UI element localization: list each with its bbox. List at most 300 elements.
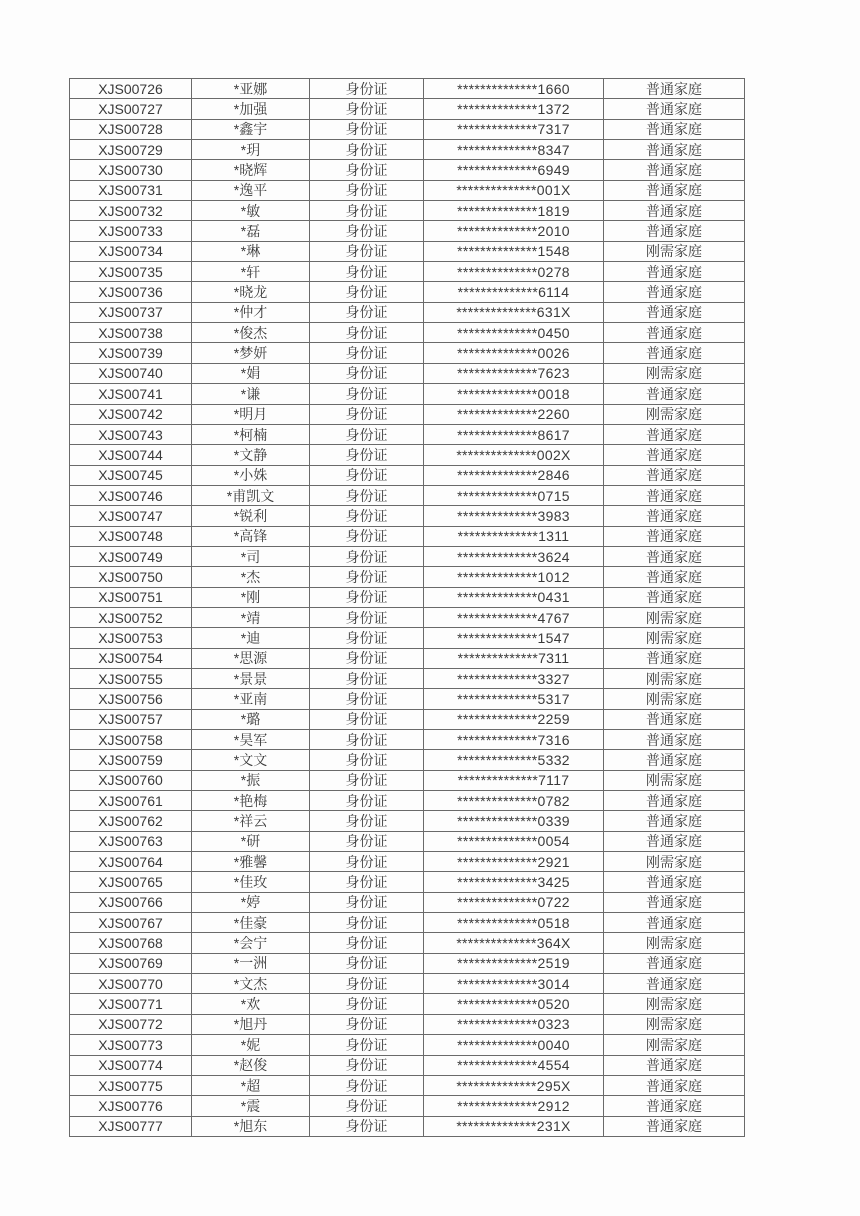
id-number-cell: **************0278 xyxy=(424,262,604,282)
serial-number-cell: XJS00745 xyxy=(70,465,192,485)
family-type-cell: 普通家庭 xyxy=(604,485,745,505)
family-type-cell: 普通家庭 xyxy=(604,282,745,302)
serial-number-cell: XJS00748 xyxy=(70,526,192,546)
table-row xyxy=(70,730,745,750)
name-cell: *仲才 xyxy=(192,302,310,322)
id-number-cell: **************0040 xyxy=(424,1035,604,1055)
id-number-cell: **************0520 xyxy=(424,994,604,1014)
name-cell: *雅馨 xyxy=(192,852,310,872)
serial-number-cell: XJS00740 xyxy=(70,363,192,383)
family-type-cell: 普通家庭 xyxy=(604,587,745,607)
name-cell: *敏 xyxy=(192,201,310,221)
serial-number-cell: XJS00741 xyxy=(70,384,192,404)
serial-number-cell: XJS00728 xyxy=(70,119,192,139)
id-number-cell: **************002X xyxy=(424,445,604,465)
id-type-cell: 身份证 xyxy=(310,282,424,302)
id-type-cell: 身份证 xyxy=(310,892,424,912)
id-number-cell: **************364X xyxy=(424,933,604,953)
table-row xyxy=(70,241,745,261)
id-number-cell: **************0026 xyxy=(424,343,604,363)
id-number-cell: **************231X xyxy=(424,1116,604,1136)
table-row xyxy=(70,79,745,99)
serial-number-cell: XJS00743 xyxy=(70,424,192,444)
id-number-cell: **************8347 xyxy=(424,140,604,160)
family-type-cell: 刚需家庭 xyxy=(604,404,745,424)
table-row xyxy=(70,221,745,241)
table-row xyxy=(70,363,745,383)
name-cell: *会宁 xyxy=(192,933,310,953)
name-cell: *一洲 xyxy=(192,953,310,973)
family-type-cell: 普通家庭 xyxy=(604,811,745,831)
id-type-cell: 身份证 xyxy=(310,648,424,668)
family-type-cell: 普通家庭 xyxy=(604,648,745,668)
table-row xyxy=(70,160,745,180)
table-row xyxy=(70,1116,745,1136)
family-type-cell: 普通家庭 xyxy=(604,526,745,546)
table-row xyxy=(70,404,745,424)
id-number-cell: **************3425 xyxy=(424,872,604,892)
serial-number-cell: XJS00766 xyxy=(70,892,192,912)
family-type-cell: 刚需家庭 xyxy=(604,607,745,627)
name-cell: *佳豪 xyxy=(192,913,310,933)
id-type-cell: 身份证 xyxy=(310,201,424,221)
id-number-cell: **************0431 xyxy=(424,587,604,607)
id-number-cell: **************2519 xyxy=(424,953,604,973)
id-number-cell: **************2912 xyxy=(424,1096,604,1116)
serial-number-cell: XJS00761 xyxy=(70,791,192,811)
family-type-cell: 普通家庭 xyxy=(604,1116,745,1136)
serial-number-cell: XJS00750 xyxy=(70,567,192,587)
name-cell: *璐 xyxy=(192,709,310,729)
name-cell: *晓辉 xyxy=(192,160,310,180)
serial-number-cell: XJS00744 xyxy=(70,445,192,465)
name-cell: *昊军 xyxy=(192,730,310,750)
family-type-cell: 普通家庭 xyxy=(604,791,745,811)
serial-number-cell: XJS00762 xyxy=(70,811,192,831)
table-row xyxy=(70,465,745,485)
id-number-cell: **************0782 xyxy=(424,791,604,811)
applicant-table xyxy=(69,78,745,1137)
serial-number-cell: XJS00777 xyxy=(70,1116,192,1136)
id-type-cell: 身份证 xyxy=(310,750,424,770)
name-cell: *景景 xyxy=(192,668,310,688)
serial-number-cell: XJS00751 xyxy=(70,587,192,607)
id-number-cell: **************7317 xyxy=(424,119,604,139)
serial-number-cell: XJS00733 xyxy=(70,221,192,241)
name-cell: *振 xyxy=(192,770,310,790)
table-row xyxy=(70,791,745,811)
table-row xyxy=(70,689,745,709)
table-row xyxy=(70,262,745,282)
name-cell: *磊 xyxy=(192,221,310,241)
family-type-cell: 刚需家庭 xyxy=(604,1014,745,1034)
id-type-cell: 身份证 xyxy=(310,384,424,404)
table-row xyxy=(70,770,745,790)
serial-number-cell: XJS00768 xyxy=(70,933,192,953)
name-cell: *研 xyxy=(192,831,310,851)
family-type-cell: 普通家庭 xyxy=(604,567,745,587)
id-number-cell: **************5317 xyxy=(424,689,604,709)
name-cell: *娟 xyxy=(192,363,310,383)
family-type-cell: 普通家庭 xyxy=(604,831,745,851)
family-type-cell: 普通家庭 xyxy=(604,79,745,99)
family-type-cell: 普通家庭 xyxy=(604,750,745,770)
id-number-cell: **************2010 xyxy=(424,221,604,241)
id-type-cell: 身份证 xyxy=(310,1014,424,1034)
id-type-cell: 身份证 xyxy=(310,1116,424,1136)
serial-number-cell: XJS00763 xyxy=(70,831,192,851)
id-type-cell: 身份证 xyxy=(310,445,424,465)
id-number-cell: **************295X xyxy=(424,1075,604,1095)
id-type-cell: 身份证 xyxy=(310,831,424,851)
name-cell: *梦妍 xyxy=(192,343,310,363)
id-type-cell: 身份证 xyxy=(310,465,424,485)
serial-number-cell: XJS00731 xyxy=(70,180,192,200)
serial-number-cell: XJS00732 xyxy=(70,201,192,221)
id-type-cell: 身份证 xyxy=(310,994,424,1014)
table-row xyxy=(70,872,745,892)
id-number-cell: **************0722 xyxy=(424,892,604,912)
table-row xyxy=(70,180,745,200)
id-type-cell: 身份证 xyxy=(310,424,424,444)
table-row xyxy=(70,323,745,343)
family-type-cell: 刚需家庭 xyxy=(604,363,745,383)
name-cell: *欢 xyxy=(192,994,310,1014)
id-type-cell: 身份证 xyxy=(310,302,424,322)
id-type-cell: 身份证 xyxy=(310,587,424,607)
table-row xyxy=(70,201,745,221)
id-number-cell: **************631X xyxy=(424,302,604,322)
table-row xyxy=(70,628,745,648)
serial-number-cell: XJS00729 xyxy=(70,140,192,160)
table-row xyxy=(70,933,745,953)
family-type-cell: 普通家庭 xyxy=(604,465,745,485)
serial-number-cell: XJS00760 xyxy=(70,770,192,790)
serial-number-cell: XJS00727 xyxy=(70,99,192,119)
family-type-cell: 普通家庭 xyxy=(604,424,745,444)
id-number-cell: **************0450 xyxy=(424,323,604,343)
name-cell: *逸平 xyxy=(192,180,310,200)
serial-number-cell: XJS00776 xyxy=(70,1096,192,1116)
name-cell: *柯楠 xyxy=(192,424,310,444)
family-type-cell: 刚需家庭 xyxy=(604,689,745,709)
id-type-cell: 身份证 xyxy=(310,485,424,505)
family-type-cell: 普通家庭 xyxy=(604,99,745,119)
family-type-cell: 普通家庭 xyxy=(604,119,745,139)
id-type-cell: 身份证 xyxy=(310,933,424,953)
serial-number-cell: XJS00758 xyxy=(70,730,192,750)
id-type-cell: 身份证 xyxy=(310,953,424,973)
id-type-cell: 身份证 xyxy=(310,119,424,139)
id-number-cell: **************4767 xyxy=(424,607,604,627)
table-row xyxy=(70,953,745,973)
family-type-cell: 普通家庭 xyxy=(604,1075,745,1095)
serial-number-cell: XJS00773 xyxy=(70,1035,192,1055)
table-row xyxy=(70,424,745,444)
family-type-cell: 普通家庭 xyxy=(604,180,745,200)
name-cell: *杰 xyxy=(192,567,310,587)
serial-number-cell: XJS00735 xyxy=(70,262,192,282)
id-number-cell: **************2260 xyxy=(424,404,604,424)
id-type-cell: 身份证 xyxy=(310,99,424,119)
id-type-cell: 身份证 xyxy=(310,872,424,892)
name-cell: *亚南 xyxy=(192,689,310,709)
family-type-cell: 普通家庭 xyxy=(604,201,745,221)
family-type-cell: 刚需家庭 xyxy=(604,241,745,261)
id-number-cell: **************7623 xyxy=(424,363,604,383)
id-number-cell: **************7316 xyxy=(424,730,604,750)
table-row xyxy=(70,994,745,1014)
id-number-cell: **************1012 xyxy=(424,567,604,587)
table-row xyxy=(70,852,745,872)
table-row xyxy=(70,343,745,363)
id-number-cell: **************1311 xyxy=(424,526,604,546)
family-type-cell: 普通家庭 xyxy=(604,1055,745,1075)
id-number-cell: **************8617 xyxy=(424,424,604,444)
id-type-cell: 身份证 xyxy=(310,1055,424,1075)
serial-number-cell: XJS00765 xyxy=(70,872,192,892)
id-number-cell: **************001X xyxy=(424,180,604,200)
serial-number-cell: XJS00772 xyxy=(70,1014,192,1034)
name-cell: *俊杰 xyxy=(192,323,310,343)
family-type-cell: 普通家庭 xyxy=(604,892,745,912)
id-type-cell: 身份证 xyxy=(310,770,424,790)
family-type-cell: 普通家庭 xyxy=(604,323,745,343)
serial-number-cell: XJS00726 xyxy=(70,79,192,99)
name-cell: *甫凯文 xyxy=(192,485,310,505)
id-number-cell: **************0518 xyxy=(424,913,604,933)
id-number-cell: **************2259 xyxy=(424,709,604,729)
name-cell: *明月 xyxy=(192,404,310,424)
id-number-cell: **************4554 xyxy=(424,1055,604,1075)
serial-number-cell: XJS00764 xyxy=(70,852,192,872)
family-type-cell: 刚需家庭 xyxy=(604,994,745,1014)
name-cell: *鑫宇 xyxy=(192,119,310,139)
family-type-cell: 普通家庭 xyxy=(604,160,745,180)
id-type-cell: 身份证 xyxy=(310,323,424,343)
id-type-cell: 身份证 xyxy=(310,730,424,750)
table-row xyxy=(70,1035,745,1055)
serial-number-cell: XJS00755 xyxy=(70,668,192,688)
serial-number-cell: XJS00754 xyxy=(70,648,192,668)
name-cell: *司 xyxy=(192,546,310,566)
id-type-cell: 身份证 xyxy=(310,1075,424,1095)
table-row xyxy=(70,1014,745,1034)
id-number-cell: **************3983 xyxy=(424,506,604,526)
serial-number-cell: XJS00752 xyxy=(70,607,192,627)
name-cell: *赵俊 xyxy=(192,1055,310,1075)
table-row xyxy=(70,546,745,566)
id-number-cell: **************0323 xyxy=(424,1014,604,1034)
id-number-cell: **************0339 xyxy=(424,811,604,831)
id-number-cell: **************0018 xyxy=(424,384,604,404)
name-cell: *旭东 xyxy=(192,1116,310,1136)
id-number-cell: **************0054 xyxy=(424,831,604,851)
id-number-cell: **************1819 xyxy=(424,201,604,221)
table-row xyxy=(70,709,745,729)
name-cell: *艳梅 xyxy=(192,791,310,811)
name-cell: *刚 xyxy=(192,587,310,607)
id-type-cell: 身份证 xyxy=(310,241,424,261)
serial-number-cell: XJS00749 xyxy=(70,546,192,566)
name-cell: *妮 xyxy=(192,1035,310,1055)
family-type-cell: 普通家庭 xyxy=(604,709,745,729)
family-type-cell: 刚需家庭 xyxy=(604,628,745,648)
serial-number-cell: XJS00734 xyxy=(70,241,192,261)
table-row xyxy=(70,648,745,668)
family-type-cell: 普通家庭 xyxy=(604,872,745,892)
family-type-cell: 刚需家庭 xyxy=(604,933,745,953)
serial-number-cell: XJS00757 xyxy=(70,709,192,729)
table-row xyxy=(70,892,745,912)
family-type-cell: 普通家庭 xyxy=(604,730,745,750)
table-row xyxy=(70,526,745,546)
table-row xyxy=(70,587,745,607)
family-type-cell: 普通家庭 xyxy=(604,262,745,282)
table-row xyxy=(70,282,745,302)
serial-number-cell: XJS00739 xyxy=(70,343,192,363)
id-type-cell: 身份证 xyxy=(310,689,424,709)
id-number-cell: **************0715 xyxy=(424,485,604,505)
id-number-cell: **************1547 xyxy=(424,628,604,648)
table-row xyxy=(70,567,745,587)
name-cell: *文文 xyxy=(192,750,310,770)
id-type-cell: 身份证 xyxy=(310,506,424,526)
serial-number-cell: XJS00736 xyxy=(70,282,192,302)
id-number-cell: **************5332 xyxy=(424,750,604,770)
serial-number-cell: XJS00770 xyxy=(70,974,192,994)
table-row xyxy=(70,974,745,994)
family-type-cell: 普通家庭 xyxy=(604,445,745,465)
table-row xyxy=(70,485,745,505)
family-type-cell: 普通家庭 xyxy=(604,1096,745,1116)
id-type-cell: 身份证 xyxy=(310,546,424,566)
name-cell: *旭丹 xyxy=(192,1014,310,1034)
id-type-cell: 身份证 xyxy=(310,221,424,241)
table-row xyxy=(70,811,745,831)
id-type-cell: 身份证 xyxy=(310,811,424,831)
table-row xyxy=(70,445,745,465)
id-type-cell: 身份证 xyxy=(310,709,424,729)
table-row xyxy=(70,506,745,526)
name-cell: *高锋 xyxy=(192,526,310,546)
id-type-cell: 身份证 xyxy=(310,1096,424,1116)
id-type-cell: 身份证 xyxy=(310,852,424,872)
table-row xyxy=(70,607,745,627)
table-row xyxy=(70,119,745,139)
table-row xyxy=(70,140,745,160)
serial-number-cell: XJS00769 xyxy=(70,953,192,973)
id-type-cell: 身份证 xyxy=(310,140,424,160)
family-type-cell: 普通家庭 xyxy=(604,343,745,363)
id-number-cell: **************1372 xyxy=(424,99,604,119)
id-type-cell: 身份证 xyxy=(310,974,424,994)
table-row xyxy=(70,913,745,933)
name-cell: *谦 xyxy=(192,384,310,404)
table-row xyxy=(70,99,745,119)
family-type-cell: 普通家庭 xyxy=(604,913,745,933)
family-type-cell: 刚需家庭 xyxy=(604,668,745,688)
serial-number-cell: XJS00737 xyxy=(70,302,192,322)
family-type-cell: 普通家庭 xyxy=(604,302,745,322)
name-cell: *祥云 xyxy=(192,811,310,831)
family-type-cell: 刚需家庭 xyxy=(604,1035,745,1055)
table-row xyxy=(70,1055,745,1075)
table-row xyxy=(70,302,745,322)
id-type-cell: 身份证 xyxy=(310,404,424,424)
id-number-cell: **************2921 xyxy=(424,852,604,872)
id-number-cell: **************3014 xyxy=(424,974,604,994)
name-cell: *晓龙 xyxy=(192,282,310,302)
serial-number-cell: XJS00730 xyxy=(70,160,192,180)
family-type-cell: 刚需家庭 xyxy=(604,852,745,872)
id-type-cell: 身份证 xyxy=(310,567,424,587)
id-type-cell: 身份证 xyxy=(310,160,424,180)
name-cell: *靖 xyxy=(192,607,310,627)
id-number-cell: **************3327 xyxy=(424,668,604,688)
id-number-cell: **************1660 xyxy=(424,79,604,99)
table-row xyxy=(70,668,745,688)
serial-number-cell: XJS00767 xyxy=(70,913,192,933)
serial-number-cell: XJS00774 xyxy=(70,1055,192,1075)
id-type-cell: 身份证 xyxy=(310,628,424,648)
family-type-cell: 刚需家庭 xyxy=(604,770,745,790)
id-type-cell: 身份证 xyxy=(310,1035,424,1055)
table-row xyxy=(70,750,745,770)
name-cell: *锐利 xyxy=(192,506,310,526)
serial-number-cell: XJS00747 xyxy=(70,506,192,526)
id-type-cell: 身份证 xyxy=(310,180,424,200)
serial-number-cell: XJS00756 xyxy=(70,689,192,709)
id-type-cell: 身份证 xyxy=(310,913,424,933)
id-number-cell: **************1548 xyxy=(424,241,604,261)
serial-number-cell: XJS00771 xyxy=(70,994,192,1014)
family-type-cell: 普通家庭 xyxy=(604,974,745,994)
serial-number-cell: XJS00738 xyxy=(70,323,192,343)
id-number-cell: **************3624 xyxy=(424,546,604,566)
table-row xyxy=(70,1096,745,1116)
name-cell: *玥 xyxy=(192,140,310,160)
name-cell: *加强 xyxy=(192,99,310,119)
family-type-cell: 普通家庭 xyxy=(604,546,745,566)
id-type-cell: 身份证 xyxy=(310,79,424,99)
serial-number-cell: XJS00759 xyxy=(70,750,192,770)
id-type-cell: 身份证 xyxy=(310,343,424,363)
table-row xyxy=(70,384,745,404)
name-cell: *小姝 xyxy=(192,465,310,485)
applicant-table-body xyxy=(70,79,745,1137)
id-number-cell: **************7311 xyxy=(424,648,604,668)
name-cell: *琳 xyxy=(192,241,310,261)
name-cell: *婷 xyxy=(192,892,310,912)
family-type-cell: 普通家庭 xyxy=(604,506,745,526)
name-cell: *佳玫 xyxy=(192,872,310,892)
name-cell: *文杰 xyxy=(192,974,310,994)
name-cell: *思源 xyxy=(192,648,310,668)
family-type-cell: 普通家庭 xyxy=(604,221,745,241)
name-cell: *轩 xyxy=(192,262,310,282)
name-cell: *亚娜 xyxy=(192,79,310,99)
serial-number-cell: XJS00775 xyxy=(70,1075,192,1095)
id-number-cell: **************6114 xyxy=(424,282,604,302)
serial-number-cell: XJS00742 xyxy=(70,404,192,424)
id-number-cell: **************2846 xyxy=(424,465,604,485)
table-row xyxy=(70,1075,745,1095)
id-type-cell: 身份证 xyxy=(310,363,424,383)
id-number-cell: **************6949 xyxy=(424,160,604,180)
id-type-cell: 身份证 xyxy=(310,526,424,546)
name-cell: *迪 xyxy=(192,628,310,648)
